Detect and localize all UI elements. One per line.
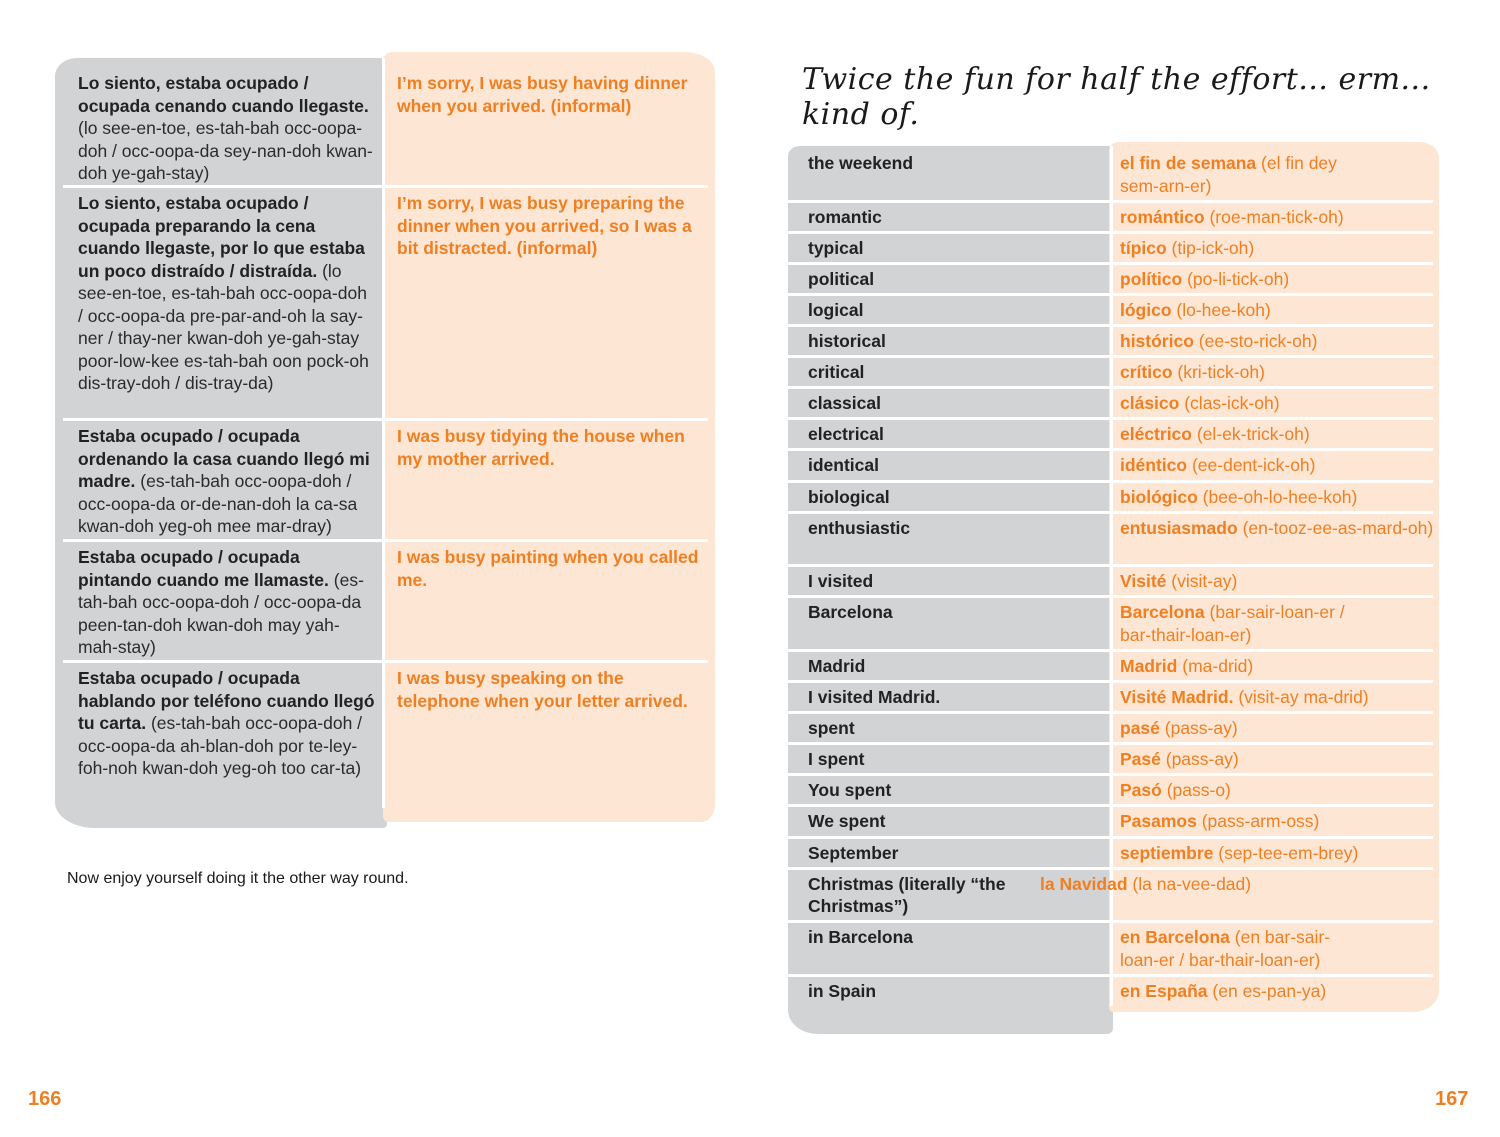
spanish-term xyxy=(1108,454,1440,477)
page-number: 167 xyxy=(1435,1088,1469,1110)
pronunciation: (el fin dey sem-arn-er) xyxy=(1120,153,1337,196)
row-divider xyxy=(788,742,1433,745)
english-term: Christmas (literally “the Christmas”) xyxy=(808,873,1006,917)
row-divider xyxy=(788,711,1433,714)
vocabulary-row xyxy=(788,570,1440,593)
english-term: romantic xyxy=(808,206,882,227)
spanish-term xyxy=(1108,926,1355,971)
row-divider xyxy=(788,773,1433,776)
pronunciation: (es-tah-bah occ-oopa-doh / occ-oopa-da ah-blan-doh por te-ley-foh-noh kwan-doh yeg-oh too car-ta) xyxy=(78,713,363,778)
table-row xyxy=(63,425,708,538)
spanish-term xyxy=(1108,206,1440,229)
spanish-word: romántico xyxy=(1120,206,1205,227)
pronunciation: (bar-sair-loan-er / bar-thair-loan-er) xyxy=(1120,602,1345,645)
vocabulary-row xyxy=(788,152,1440,197)
english-term: spent xyxy=(808,718,855,739)
row-divider xyxy=(788,867,1433,870)
spanish-text: Lo siento, estaba ocupado / ocupada cenando cuando llegaste. xyxy=(78,73,369,116)
pronunciation: (roe-man-tick-oh) xyxy=(1209,206,1344,227)
pronunciation: (visit-ay ma-drid) xyxy=(1238,687,1369,707)
pronunciation: (pass-ay) xyxy=(1164,718,1238,739)
vocabulary-row xyxy=(788,779,1440,802)
spanish-text: Lo siento, estaba ocupado / ocupada preparando la cena cuando llegaste, por lo que estaba un poco distraído / distraída. xyxy=(78,193,365,281)
spanish-term xyxy=(1108,237,1440,260)
table-row xyxy=(63,72,708,185)
spanish-term xyxy=(1108,655,1440,678)
english-term: historical xyxy=(808,331,886,351)
pronunciation: (pass-ay) xyxy=(1165,749,1239,770)
spanish-word: clásico xyxy=(1120,393,1180,414)
row-divider xyxy=(788,564,1433,567)
pronunciation: (es-tah-bah occ-oopa-doh / occ-oopa-da or-de-nan-doh la ca-sa kwan-doh yeg-oh mee mar-dray) xyxy=(78,471,358,536)
english-term: identical xyxy=(808,455,879,476)
row-divider xyxy=(788,480,1433,483)
spanish-term xyxy=(1108,779,1440,802)
spanish-term xyxy=(1028,873,1360,918)
english-term: enthusiastic xyxy=(808,517,911,538)
vocabulary-row xyxy=(788,206,1440,229)
row-divider xyxy=(63,418,708,421)
spanish-word: en España xyxy=(1120,980,1208,1001)
spanish-term xyxy=(1108,810,1440,833)
pronunciation: (la na-vee-dad) xyxy=(1132,873,1252,894)
english-term: We spent xyxy=(808,811,886,832)
vocabulary-row xyxy=(788,237,1440,260)
english-term: I visited Madrid. xyxy=(808,687,941,707)
spanish-word: eléctrico xyxy=(1120,424,1192,445)
spanish-word: Madrid xyxy=(1120,655,1178,676)
vocabulary-row xyxy=(788,330,1440,353)
row-divider xyxy=(63,660,708,663)
spanish-word: idéntico xyxy=(1120,455,1188,476)
vocabulary-row xyxy=(788,299,1440,322)
spanish-word: Pasó xyxy=(1120,780,1162,801)
vocabulary-row xyxy=(788,392,1440,415)
spanish-term xyxy=(1108,299,1440,322)
spanish-term xyxy=(1108,517,1440,540)
vocabulary-row xyxy=(788,686,1440,709)
row-divider xyxy=(788,231,1433,234)
spanish-word: lógico xyxy=(1120,299,1172,320)
spanish-word: político xyxy=(1120,268,1183,289)
spanish-text: Estaba ocupado / ocupada ordenando la casa cuando llegó mi madre. xyxy=(78,426,370,491)
english-term: I spent xyxy=(808,749,865,770)
spanish-word: biológico xyxy=(1120,486,1198,507)
row-divider xyxy=(788,649,1433,652)
english-term: in Barcelona xyxy=(808,927,914,948)
english-term: I visited xyxy=(808,571,874,592)
vocabulary-row xyxy=(788,717,1440,740)
spanish-phrase xyxy=(63,546,376,659)
pronunciation: (pass-arm-oss) xyxy=(1201,811,1320,832)
vocabulary-row xyxy=(788,268,1440,291)
spanish-phrase xyxy=(63,667,376,780)
pronunciation: (en-tooz-ee-as-mard-oh) xyxy=(1242,517,1434,538)
row-divider xyxy=(63,185,708,188)
pronunciation: (po-li-tick-oh) xyxy=(1187,268,1290,289)
spanish-text: Estaba ocupado / ocupada pintando cuando me llamaste. xyxy=(78,547,329,590)
spanish-term xyxy=(1108,980,1440,1003)
spanish-word: en Barcelona xyxy=(1120,927,1230,948)
spanish-term xyxy=(1108,423,1440,446)
pronunciation: (lo see-en-toe, es-tah-bah occ-oopa-doh / occ-oopa-da sey-nan-doh kwan-doh ye-gah-stay) xyxy=(78,118,373,183)
pronunciation: (bee-oh-lo-hee-koh) xyxy=(1202,486,1358,507)
vocabulary-row xyxy=(788,980,1440,1003)
spanish-term xyxy=(1108,330,1440,353)
english-term: Madrid xyxy=(808,655,866,676)
english-term: the weekend xyxy=(808,153,914,173)
pronunciation: (lo-hee-koh) xyxy=(1176,299,1271,320)
spanish-word: Pasé xyxy=(1120,749,1161,770)
row-divider xyxy=(788,511,1433,514)
english-term: September xyxy=(808,842,899,863)
english-term: in Spain xyxy=(808,980,877,1001)
row-divider xyxy=(788,974,1433,977)
vocabulary-row xyxy=(788,926,1440,971)
english-translation: I was busy speaking on the telephone when your letter arrived. xyxy=(397,668,688,711)
english-translation: I’m sorry, I was busy preparing the dinner when you arrived, so I was a bit distracted. (informal) xyxy=(397,193,692,258)
page-heading: Twice the fun for half the effort... erm... kind of. xyxy=(802,62,1431,132)
vocabulary-row xyxy=(788,601,1440,646)
table-row xyxy=(63,546,708,659)
page-number: 166 xyxy=(28,1088,62,1110)
english-term: Barcelona xyxy=(808,602,893,623)
spanish-term xyxy=(1108,570,1440,593)
spanish-term xyxy=(1108,152,1355,197)
spanish-phrase xyxy=(63,72,376,185)
spanish-phrase xyxy=(63,425,376,538)
pronunciation: (el-ek-trick-oh) xyxy=(1196,424,1310,445)
spanish-term xyxy=(1108,842,1440,865)
english-term: classical xyxy=(808,393,881,414)
vocabulary-row xyxy=(788,748,1440,771)
row-divider xyxy=(788,804,1433,807)
row-divider xyxy=(788,448,1433,451)
vocabulary-row xyxy=(788,655,1440,678)
pronunciation: (sep-tee-em-brey) xyxy=(1218,842,1359,863)
spanish-term xyxy=(1108,392,1440,415)
spanish-word: típico xyxy=(1120,237,1167,258)
pronunciation: (ee-sto-rick-oh) xyxy=(1198,331,1318,351)
pronunciation: (visit-ay) xyxy=(1171,571,1238,592)
pronunciation: (pass-o) xyxy=(1166,780,1231,801)
english-term: typical xyxy=(808,237,864,258)
spanish-term xyxy=(1108,361,1440,384)
pronunciation: (en bar-sair-loan-er / bar-thair-loan-er) xyxy=(1120,927,1331,970)
english-translation: I’m sorry, I was busy having dinner when you arrived. (informal) xyxy=(397,73,688,116)
spanish-word: la Navidad xyxy=(1040,873,1128,894)
spanish-word: entusiasmado xyxy=(1120,517,1238,538)
instruction-note: Now enjoy yourself doing it the other way round. xyxy=(67,870,409,887)
english-term: political xyxy=(808,268,875,289)
row-divider xyxy=(788,595,1433,598)
row-divider xyxy=(63,539,708,542)
spanish-word: Barcelona xyxy=(1120,602,1205,623)
pronunciation: (en es-pan-ya) xyxy=(1212,980,1327,1001)
spanish-text: Estaba ocupado / ocupada hablando por teléfono cuando llegó tu carta. xyxy=(78,668,375,733)
row-divider xyxy=(788,920,1433,923)
table-row xyxy=(63,192,708,395)
spanish-term xyxy=(1108,717,1440,740)
pronunciation: (tip-ick-oh) xyxy=(1171,237,1255,258)
english-term: You spent xyxy=(808,780,892,801)
spanish-word: septiembre xyxy=(1120,842,1214,863)
spanish-word: histórico xyxy=(1120,331,1194,351)
spanish-word: Visité xyxy=(1120,571,1167,592)
english-term: electrical xyxy=(808,424,884,445)
english-translation: I was busy tidying the house when my mother arrived. xyxy=(397,426,685,469)
spanish-term xyxy=(1108,486,1440,509)
spanish-word: crítico xyxy=(1120,362,1173,383)
row-divider xyxy=(788,262,1433,265)
english-term: logical xyxy=(808,299,864,320)
right-page xyxy=(750,0,1500,1137)
spanish-word: pasé xyxy=(1120,718,1160,739)
vocabulary-row xyxy=(788,486,1440,509)
spanish-term xyxy=(1108,268,1440,291)
row-divider xyxy=(788,200,1433,203)
pronunciation: (kri-tick-oh) xyxy=(1177,362,1265,383)
vocabulary-row xyxy=(788,423,1440,446)
spanish-term xyxy=(1108,601,1355,646)
spanish-word: Pasamos xyxy=(1120,811,1197,832)
phrase-table xyxy=(55,58,715,828)
spanish-term xyxy=(1108,686,1440,709)
vocabulary-row xyxy=(788,517,1440,540)
pronunciation: (clas-ick-oh) xyxy=(1184,393,1280,414)
vocabulary-row xyxy=(788,454,1440,477)
pronunciation: (lo see-en-toe, es-tah-bah occ-oopa-doh / occ-oopa-da pre-par-and-oh la say-ner / thay-ner kwan-doh ye-gah-stay poor-low-kee es-tah-bah oon pock-oh dis-tray-doh / dis-tray-da) xyxy=(78,260,369,393)
vocabulary-table xyxy=(788,142,1440,1037)
vocabulary-row xyxy=(788,361,1440,384)
pronunciation: (ee-dent-ick-oh) xyxy=(1191,455,1316,476)
table-row xyxy=(63,667,708,780)
row-divider xyxy=(788,417,1433,420)
spanish-word: el fin de semana xyxy=(1120,153,1257,173)
english-translation: I was busy painting when you called me. xyxy=(397,547,699,590)
row-divider xyxy=(788,680,1433,683)
english-term: biological xyxy=(808,486,890,507)
spanish-word: Visité Madrid. xyxy=(1120,687,1234,707)
row-divider xyxy=(788,386,1433,389)
row-divider xyxy=(788,293,1433,296)
vocabulary-row xyxy=(788,873,1440,918)
vocabulary-row xyxy=(788,810,1440,833)
row-divider xyxy=(788,324,1433,327)
pronunciation: (es-tah-bah occ-oopa-doh / occ-oopa-da peen-tan-doh kwan-doh may yah-mah-stay) xyxy=(78,569,364,657)
english-term: critical xyxy=(808,362,865,383)
vocabulary-row xyxy=(788,842,1440,865)
row-divider xyxy=(788,836,1433,839)
pronunciation: (ma-drid) xyxy=(1182,655,1254,676)
spanish-phrase xyxy=(63,192,376,395)
spanish-term xyxy=(1108,748,1440,771)
row-divider xyxy=(788,355,1433,358)
